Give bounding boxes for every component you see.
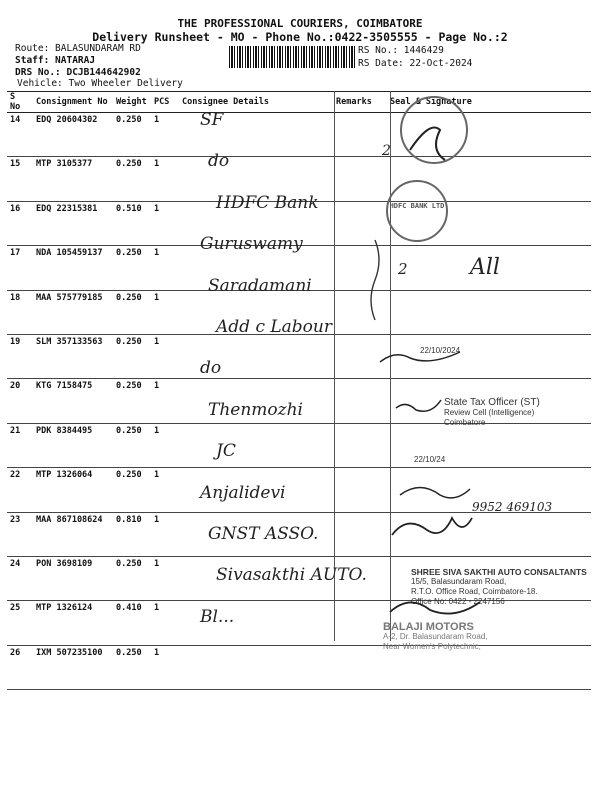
- staff-label: Staff: NATARAJ: [15, 55, 96, 66]
- remarks-cell: [333, 334, 387, 378]
- weight-cell: 0.250: [113, 246, 151, 290]
- remark-mark-all: All: [470, 255, 500, 280]
- col-header-consignment: Consignment No: [33, 92, 113, 113]
- consignment-no-cell: MTP 3105377: [33, 157, 113, 201]
- balaji-line-2: A-2, Dr. Balasundaram Road,: [383, 632, 488, 641]
- vehicle-label: Vehicle: Two Wheeler Delivery: [17, 78, 183, 89]
- sno-cell: 16: [7, 201, 33, 245]
- pcs-cell: 1: [151, 512, 179, 556]
- stamp-date-2: 22/10/24: [414, 455, 446, 464]
- seal-cell: [387, 334, 591, 378]
- shree-siva-sakthi-stamp: [411, 567, 591, 607]
- rs-no-label: RS No.: 1446429: [358, 45, 444, 56]
- remarks-cell: [333, 512, 387, 556]
- weight-cell: 0.810: [113, 512, 151, 556]
- table-header-row: [7, 92, 591, 113]
- remarks-divider: [334, 91, 335, 641]
- consignee-handwriting: SF: [200, 110, 224, 130]
- rs-date-label: RS Date: 22-Oct-2024: [358, 58, 473, 69]
- consignee-handwriting: do: [200, 358, 222, 379]
- remarks-cell: [333, 468, 387, 512]
- state-tax-stamp: [444, 398, 594, 428]
- consignment-no-cell: MTP 1326124: [33, 601, 113, 645]
- consignee-handwriting: Thenmozhi: [208, 399, 303, 420]
- consignment-no-cell: IXM 507235100: [33, 645, 113, 689]
- col-header-sno: S No: [7, 92, 33, 113]
- consignee-cell: [179, 423, 333, 467]
- phone-handwriting: 9952 469103: [472, 500, 553, 514]
- weight-cell: 0.510: [113, 201, 151, 245]
- page-subtitle: Delivery Runsheet - MO - Phone No.:0422-3505555 - Page No.:2: [92, 30, 508, 44]
- consignment-no-cell: PON 3698109: [33, 556, 113, 600]
- weight-cell: 0.250: [113, 290, 151, 334]
- remarks-cell: [333, 423, 387, 467]
- consignee-handwriting: Saradamani: [208, 275, 312, 296]
- consignee-cell: [179, 645, 333, 689]
- pcs-cell: 1: [151, 601, 179, 645]
- seal-divider: [390, 91, 391, 641]
- shree-line-3: R.T.O. Office Road, Coimbatore-18.: [411, 587, 538, 596]
- remarks-cell: [333, 201, 387, 245]
- consignee-handwriting: Add c Labour: [216, 317, 332, 337]
- weight-cell: 0.250: [113, 423, 151, 467]
- weight-cell: 0.250: [113, 157, 151, 201]
- weight-cell: 0.250: [113, 113, 151, 157]
- pcs-cell: 1: [151, 645, 179, 689]
- pcs-cell: 1: [151, 113, 179, 157]
- consignment-no-cell: SLM 357133563: [33, 334, 113, 378]
- balaji-line-3: Near Women's Polytechnic,: [383, 642, 481, 651]
- consignee-handwriting: Bl...: [200, 606, 235, 627]
- sno-cell: 23: [7, 512, 33, 556]
- consignment-no-cell: KTG 7158475: [33, 379, 113, 423]
- consignment-no-cell: NDA 105459137: [33, 246, 113, 290]
- sno-cell: 18: [7, 290, 33, 334]
- col-header-remarks: Remarks: [333, 92, 387, 113]
- col-header-consignee: Consignee Details: [179, 92, 333, 113]
- consignment-no-cell: PDK 8384495: [33, 423, 113, 467]
- sno-cell: 24: [7, 556, 33, 600]
- drs-label: DRS No.: DCJB144642902: [15, 67, 141, 78]
- pcs-cell: 1: [151, 157, 179, 201]
- remarks-cell: [333, 113, 387, 157]
- tamil-stamp-date: 22/10/2024: [420, 346, 461, 355]
- consignee-handwriting: JC: [216, 441, 236, 462]
- weight-cell: 0.250: [113, 468, 151, 512]
- consignee-handwriting: HDFC Bank: [216, 192, 319, 213]
- seal-cell: [387, 290, 591, 334]
- remark-mark-1: 2: [382, 143, 391, 159]
- consignment-no-cell: MAA 867108624: [33, 512, 113, 556]
- remarks-cell: [333, 379, 387, 423]
- col-header-weight: Weight: [113, 92, 151, 113]
- route-label: Route: BALASUNDARAM RD: [15, 43, 141, 54]
- sno-cell: 22: [7, 468, 33, 512]
- remarks-cell: [333, 290, 387, 334]
- weight-cell: 0.410: [113, 601, 151, 645]
- pcs-cell: 1: [151, 423, 179, 467]
- table-row: [7, 334, 591, 378]
- pcs-cell: 1: [151, 556, 179, 600]
- state-tax-line-2: Review Cell (Intelligence): [444, 408, 535, 417]
- table-row: [7, 423, 591, 467]
- table-row: [7, 113, 591, 157]
- hdfc-stamp-text: HDFC BANK LTD: [389, 202, 445, 210]
- balaji-line-1: BALAJI MOTORS: [383, 621, 474, 633]
- state-tax-line-3: Coimbatore: [444, 418, 486, 427]
- consignee-handwriting: do: [208, 151, 230, 172]
- consignment-no-cell: MTP 1326064: [33, 468, 113, 512]
- sno-cell: 17: [7, 246, 33, 290]
- consignee-handwriting: Sivasakthi AUTO.: [216, 565, 367, 586]
- weight-cell: 0.250: [113, 645, 151, 689]
- state-tax-line-1: State Tax Officer (ST): [444, 397, 540, 408]
- consignee-handwriting: Anjalidevi: [200, 482, 286, 503]
- seal-cell: [387, 512, 591, 556]
- pcs-cell: 1: [151, 290, 179, 334]
- consignee-handwriting: GNST ASSO.: [208, 524, 319, 544]
- pcs-cell: 1: [151, 379, 179, 423]
- sno-cell: 26: [7, 645, 33, 689]
- pcs-cell: 1: [151, 334, 179, 378]
- hdfc-bank-stamp: [386, 180, 448, 242]
- weight-cell: 0.250: [113, 556, 151, 600]
- col-header-seal: Seal & Signature: [387, 92, 591, 113]
- shree-line-2: 15/5, Balasundaram Road,: [411, 577, 507, 586]
- col-header-pcs: PCS: [151, 92, 179, 113]
- remarks-cell: [333, 157, 387, 201]
- sno-cell: 19: [7, 334, 33, 378]
- remarks-cell: [333, 246, 387, 290]
- page-title: THE PROFESSIONAL COURIERS, COIMBATORE: [177, 17, 423, 30]
- consignment-no-cell: EDQ 22315381: [33, 201, 113, 245]
- remarks-cell: [333, 601, 387, 645]
- round-seal-stamp: [400, 96, 468, 164]
- sno-cell: 20: [7, 379, 33, 423]
- shree-line-4: Office No: 0422 - 2247156: [411, 597, 505, 606]
- consignee-handwriting: Guruswamy: [200, 234, 303, 255]
- consignment-no-cell: MAA 575779185: [33, 290, 113, 334]
- remarks-cell: [333, 645, 387, 689]
- sno-cell: 15: [7, 157, 33, 201]
- sno-cell: 25: [7, 601, 33, 645]
- pcs-cell: 1: [151, 246, 179, 290]
- barcode: [229, 46, 355, 68]
- shree-line-1: SHREE SIVA SAKTHI AUTO CONSALTANTS: [411, 567, 587, 577]
- pcs-cell: 1: [151, 468, 179, 512]
- sno-cell: 21: [7, 423, 33, 467]
- balaji-motors-stamp: [383, 622, 553, 652]
- sno-cell: 14: [7, 113, 33, 157]
- weight-cell: 0.250: [113, 379, 151, 423]
- pcs-cell: 1: [151, 201, 179, 245]
- consignment-no-cell: EDQ 20604302: [33, 113, 113, 157]
- weight-cell: 0.250: [113, 334, 151, 378]
- remark-mark-2: 2: [398, 260, 408, 278]
